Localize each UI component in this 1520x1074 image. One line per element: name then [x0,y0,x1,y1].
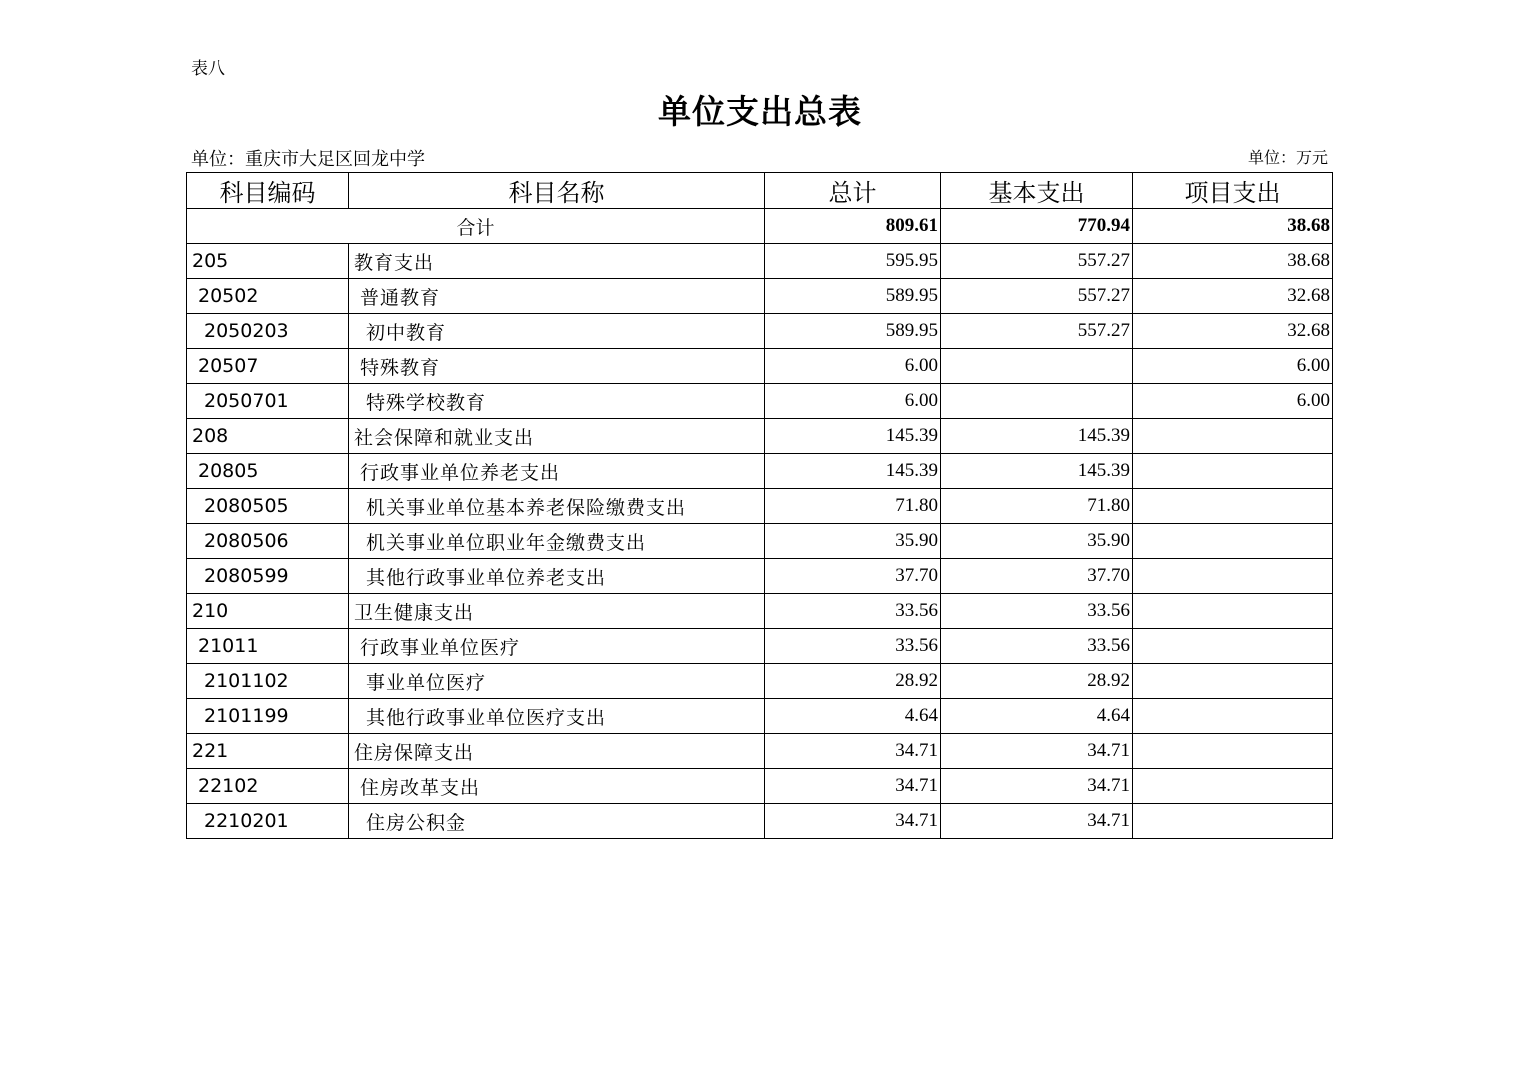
row-project: 38.68 [1133,244,1333,279]
row-code: 208 [187,419,349,454]
expenditure-table [186,172,1333,839]
table-row [187,594,1333,629]
row-project [1133,769,1333,804]
row-basic: 28.92 [941,664,1133,699]
total-sum: 809.61 [765,209,941,244]
row-project: 32.68 [1133,314,1333,349]
row-project: 32.68 [1133,279,1333,314]
row-project [1133,804,1333,839]
row-code: 2080599 [187,559,349,594]
row-name: 教育支出 [349,244,765,279]
row-project [1133,419,1333,454]
header-row [187,173,1333,209]
total-basic: 770.94 [941,209,1133,244]
row-name: 特殊学校教育 [349,384,765,419]
row-project [1133,594,1333,629]
row-project [1133,734,1333,769]
row-code: 2210201 [187,804,349,839]
row-code: 2050701 [187,384,349,419]
table-row [187,804,1333,839]
row-code: 2101102 [187,664,349,699]
row-basic: 557.27 [941,244,1133,279]
row-name: 卫生健康支出 [349,594,765,629]
row-name: 机关事业单位职业年金缴费支出 [349,524,765,559]
row-code: 2080505 [187,489,349,524]
row-name: 机关事业单位基本养老保险缴费支出 [349,489,765,524]
row-total: 28.92 [765,664,941,699]
row-total: 145.39 [765,454,941,489]
row-name: 事业单位医疗 [349,664,765,699]
row-total: 6.00 [765,349,941,384]
row-total: 34.71 [765,769,941,804]
total-project: 38.68 [1133,209,1333,244]
page-title: 单位支出总表 [658,92,862,131]
row-project [1133,559,1333,594]
row-total: 595.95 [765,244,941,279]
row-name: 普通教育 [349,279,765,314]
row-total: 34.71 [765,734,941,769]
row-total: 589.95 [765,279,941,314]
row-basic: 34.71 [941,769,1133,804]
row-code: 210 [187,594,349,629]
row-code: 22102 [187,769,349,804]
row-project [1133,454,1333,489]
row-project [1133,489,1333,524]
row-name: 其他行政事业单位医疗支出 [349,699,765,734]
row-project: 6.00 [1133,349,1333,384]
row-code: 2050203 [187,314,349,349]
row-code: 20805 [187,454,349,489]
row-basic: 71.80 [941,489,1133,524]
row-name: 社会保障和就业支出 [349,419,765,454]
row-basic: 557.27 [941,314,1133,349]
table-row [187,419,1333,454]
unit-currency: 单位：万元 [1247,148,1328,167]
row-basic: 37.70 [941,559,1133,594]
row-basic: 145.39 [941,454,1133,489]
row-basic: 33.56 [941,629,1133,664]
row-name: 初中教育 [349,314,765,349]
unit-organization: 单位：重庆市大足区回龙中学 [191,149,425,170]
row-project [1133,664,1333,699]
row-project [1133,524,1333,559]
row-name: 特殊教育 [349,349,765,384]
column-header-code: 科目编码 [187,173,349,209]
column-header-project: 项目支出 [1133,173,1333,209]
table-row [187,524,1333,559]
row-project: 6.00 [1133,384,1333,419]
table-row [187,629,1333,664]
row-basic: 4.64 [941,699,1133,734]
row-code: 2101199 [187,699,349,734]
row-project [1133,699,1333,734]
row-total: 589.95 [765,314,941,349]
row-code: 2080506 [187,524,349,559]
table-row [187,279,1333,314]
table-row [187,314,1333,349]
row-basic: 145.39 [941,419,1133,454]
row-basic: 34.71 [941,734,1133,769]
row-basic: 33.56 [941,594,1133,629]
row-total: 34.71 [765,804,941,839]
row-total: 145.39 [765,419,941,454]
table-number: 表八 [191,59,225,79]
row-code: 20507 [187,349,349,384]
row-project [1133,629,1333,664]
row-total: 33.56 [765,629,941,664]
table-row [187,559,1333,594]
row-total: 6.00 [765,384,941,419]
total-row [187,209,1333,244]
row-total: 35.90 [765,524,941,559]
row-name: 行政事业单位养老支出 [349,454,765,489]
table-row [187,489,1333,524]
row-code: 205 [187,244,349,279]
row-total: 71.80 [765,489,941,524]
column-header-basic: 基本支出 [941,173,1133,209]
table-row [187,734,1333,769]
row-total: 37.70 [765,559,941,594]
row-basic: 557.27 [941,279,1133,314]
table-row [187,769,1333,804]
table-row [187,349,1333,384]
row-basic: 35.90 [941,524,1133,559]
column-header-total: 总计 [765,173,941,209]
row-name: 其他行政事业单位养老支出 [349,559,765,594]
row-basic [941,349,1133,384]
row-basic: 34.71 [941,804,1133,839]
row-code: 221 [187,734,349,769]
row-code: 20502 [187,279,349,314]
row-total: 4.64 [765,699,941,734]
row-name: 住房保障支出 [349,734,765,769]
row-name: 行政事业单位医疗 [349,629,765,664]
row-total: 33.56 [765,594,941,629]
table-row [187,664,1333,699]
column-header-name: 科目名称 [349,173,765,209]
table-row [187,384,1333,419]
row-name: 住房改革支出 [349,769,765,804]
table-row [187,244,1333,279]
table-row [187,699,1333,734]
row-code: 21011 [187,629,349,664]
row-name: 住房公积金 [349,804,765,839]
row-basic [941,384,1133,419]
table-row [187,454,1333,489]
total-label: 合计 [187,209,765,244]
